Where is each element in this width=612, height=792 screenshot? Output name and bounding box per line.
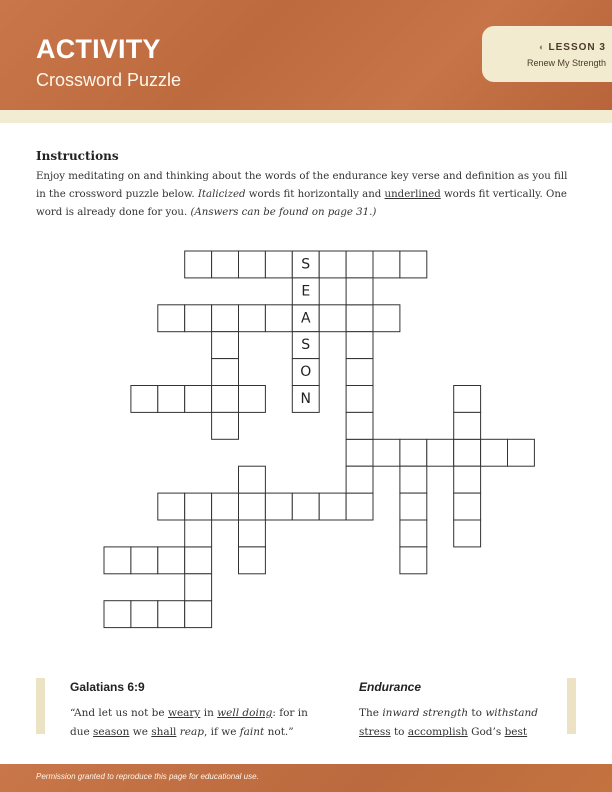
instructions-underline-word: underlined [384, 189, 441, 200]
crossword-cell[interactable] [131, 386, 158, 413]
crossword-cell[interactable] [212, 332, 239, 359]
crossword-cell[interactable] [185, 251, 212, 278]
crossword-cell[interactable] [265, 251, 292, 278]
crossword-cell[interactable] [104, 601, 131, 628]
crossword-cell[interactable] [319, 493, 346, 520]
footer-banner [0, 764, 612, 792]
crossword-cell[interactable] [185, 574, 212, 601]
crossword-cell[interactable] [508, 439, 535, 466]
crossword-cell[interactable] [400, 251, 427, 278]
crossword-cell[interactable] [454, 439, 481, 466]
verse-accent-bar [36, 678, 45, 734]
verse-word-weary: weary [167, 707, 201, 719]
lesson-label: LESSON 3 [548, 42, 606, 53]
crossword-cell[interactable] [346, 439, 373, 466]
definition-word-stress: stress [359, 726, 391, 738]
crossword-letter: O [300, 364, 312, 381]
crossword-cell[interactable] [185, 520, 212, 547]
crossword-cell[interactable] [400, 493, 427, 520]
definition-text-part: to [468, 707, 486, 719]
crossword-cell[interactable] [346, 251, 373, 278]
crossword-cell[interactable] [373, 251, 400, 278]
crossword-letter: A [300, 310, 311, 327]
crossword-cell[interactable] [319, 251, 346, 278]
crossword-cell[interactable] [185, 601, 212, 628]
crossword-cell[interactable] [239, 466, 266, 493]
verse-text-part: in [200, 707, 218, 719]
crossword-cell[interactable] [454, 520, 481, 547]
crossword-cell[interactable] [400, 466, 427, 493]
crossword-cell[interactable] [239, 547, 266, 574]
page-subtitle: Crossword Puzzle [36, 70, 182, 90]
crossword-cell[interactable] [239, 493, 266, 520]
crossword-cell[interactable] [185, 493, 212, 520]
definition-word-inward-strength: inward strength [382, 707, 469, 719]
instructions-italic-word: Italicized [197, 189, 246, 200]
definition-text [359, 704, 549, 742]
crossword-cell[interactable] [239, 386, 266, 413]
definition-accent-bar [567, 678, 576, 734]
crossword-cell[interactable] [346, 412, 373, 439]
crossword-cell[interactable] [185, 305, 212, 332]
crossword-cell[interactable] [158, 547, 185, 574]
crossword-letter: E [301, 283, 311, 300]
crossword-cell[interactable] [481, 439, 508, 466]
verse-text-part: we [129, 726, 152, 738]
verse-text-part: “And let us not be [70, 707, 168, 719]
verse-text-part: , if we [203, 726, 240, 738]
verse-text-part: not.” [264, 726, 294, 738]
crossword-letter: N [300, 390, 311, 407]
crossword-cell[interactable] [373, 439, 400, 466]
crossword-cell[interactable] [212, 412, 239, 439]
lesson-bullet-icon: ◐ [539, 42, 546, 52]
verse-text [70, 704, 320, 742]
crossword-cell[interactable] [319, 305, 346, 332]
crossword-letter: S [301, 337, 311, 354]
crossword-cell[interactable] [346, 305, 373, 332]
crossword-cell[interactable] [239, 251, 266, 278]
crossword-cell[interactable] [454, 386, 481, 413]
crossword-cell[interactable] [427, 439, 454, 466]
crossword-cell[interactable] [158, 305, 185, 332]
verse-word-well-doing: well doing [217, 707, 273, 719]
verse-word-reap: reap [179, 726, 204, 738]
crossword-cell[interactable] [212, 305, 239, 332]
definition-text-part: The [359, 707, 383, 719]
crossword-cell[interactable] [346, 493, 373, 520]
crossword-cell[interactable] [212, 386, 239, 413]
crossword-cell[interactable] [212, 359, 239, 386]
verse-word-faint: faint [239, 726, 265, 738]
lesson-name: Renew My Strength [526, 58, 606, 68]
crossword-cell[interactable] [265, 305, 292, 332]
crossword-cell[interactable] [346, 278, 373, 305]
answers-note: (Answers can be found on page 31.) [190, 207, 377, 218]
verse-text-part: : for in due [70, 707, 308, 738]
crossword-cell[interactable] [185, 547, 212, 574]
crossword-cell[interactable] [185, 386, 212, 413]
instructions-part3: words fit vertically. One word is already done for you. [36, 189, 567, 218]
definition-text-part: God’s [467, 726, 505, 738]
crossword-cell[interactable] [346, 359, 373, 386]
definition-text-part: to [390, 726, 408, 738]
crossword-cell[interactable] [292, 493, 319, 520]
crossword-cell[interactable] [239, 520, 266, 547]
crossword-cell[interactable] [346, 466, 373, 493]
crossword-cell[interactable] [346, 332, 373, 359]
crossword-cell[interactable] [212, 251, 239, 278]
crossword-cell[interactable] [400, 547, 427, 574]
crossword-letter: S [301, 256, 311, 273]
verse-reference: Galatians 6:9 [70, 680, 145, 694]
crossword-cell[interactable] [454, 466, 481, 493]
crossword-cell[interactable] [373, 305, 400, 332]
crossword-cell[interactable] [400, 439, 427, 466]
permission-note: Permission granted to reproduce this page for educational use. [36, 772, 259, 781]
verse-word-season: season [93, 726, 130, 738]
crossword-cell[interactable] [212, 493, 239, 520]
definition-word-accomplish: accomplish [407, 726, 468, 738]
crossword-cell[interactable] [454, 412, 481, 439]
crossword-cell[interactable] [131, 547, 158, 574]
definition-word-best: best [504, 726, 528, 738]
crossword-cell[interactable] [158, 601, 185, 628]
crossword-cell[interactable] [104, 547, 131, 574]
instructions-part1: Enjoy meditating on and thinking about the words of the endurance key verse and definition as you fill in the crossword puzzle below. [36, 171, 568, 200]
verse-word-shall: shall [151, 726, 177, 738]
crossword-cell[interactable] [346, 386, 373, 413]
crossword-cell[interactable] [158, 493, 185, 520]
crossword-cell[interactable] [131, 601, 158, 628]
definition-word-withstand: withstand [485, 707, 538, 719]
crossword-cell[interactable] [158, 386, 185, 413]
crossword-cell[interactable] [454, 493, 481, 520]
crossword-cell[interactable] [400, 520, 427, 547]
crossword-cell[interactable] [239, 305, 266, 332]
crossword-cell[interactable] [265, 493, 292, 520]
instructions-part2: words fit horizontally and [245, 189, 385, 200]
instructions-heading: Instructions [36, 149, 119, 163]
page-title: ACTIVITY [36, 34, 161, 64]
definition-word: Endurance [359, 680, 422, 694]
